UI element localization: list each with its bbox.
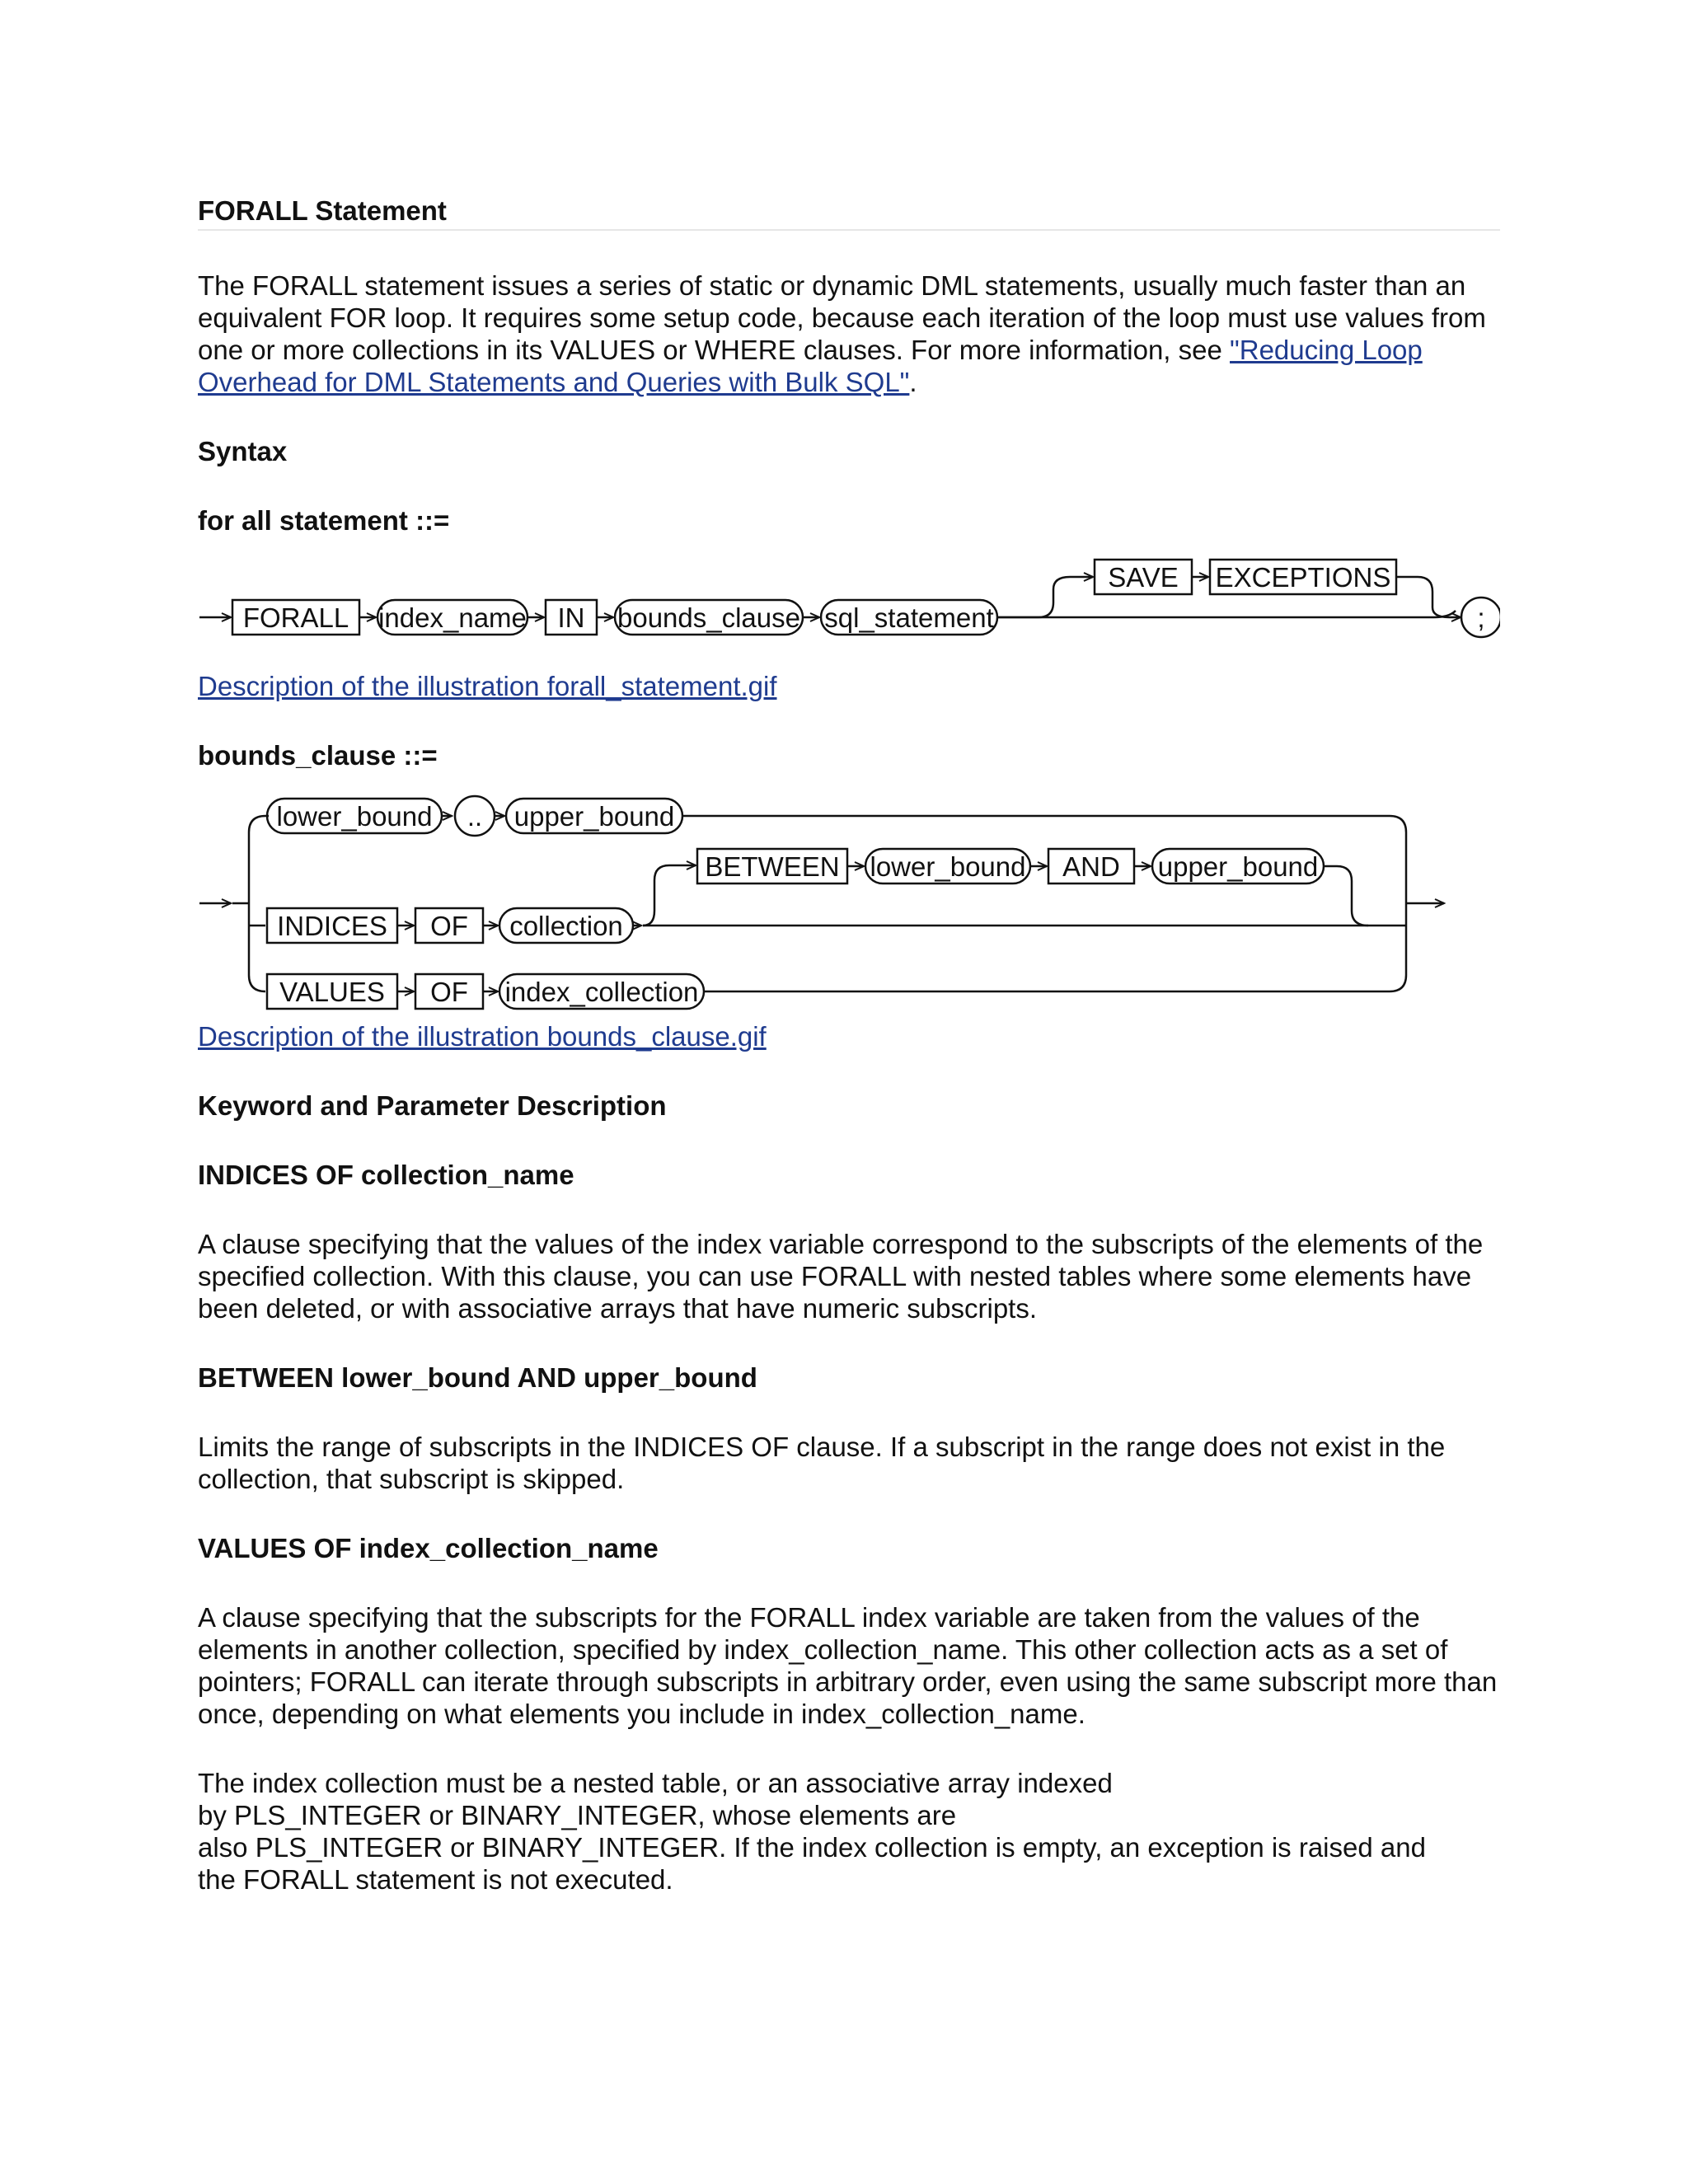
intro-tail: . [909,367,917,397]
forall-desc-paragraph [198,670,1500,702]
save-keyword: SAVE [1108,562,1179,593]
and-keyword: AND [1062,851,1120,882]
indices-paragraph: A clause specifying that the values of the index variable correspond to the subscripts of the elements of the specified collection. With this clause, you can use FORALL with nested tables where some elements have been deleted, or with associative arrays that have numeric subscripts. [198,1229,1484,1324]
sql-statement-label: sql_statement [824,602,994,633]
index-name-label: index_name [378,602,527,633]
index-collection-label: index_collection [504,977,699,1007]
values-heading: VALUES OF index_collection_name [198,1533,659,1563]
forall-syntax-diagram [198,555,1500,654]
document-page [198,194,1500,1896]
forall-illustration-link[interactable]: Description of the illustration forall_statement.gif [198,671,777,701]
row2-lower-bound-label: lower_bound [870,851,1026,882]
index-text-line-2: by PLS_INTEGER or BINARY_INTEGER, whose elements are [198,1800,957,1830]
intro-paragraph [198,269,1500,398]
intro-text: The FORALL statement issues a series of static or dynamic DML statements, usually much faster than an equivalent FOR loop. It requires some setup code, because each iteration of the loop must use values from one or more collections in its VALUES or WHERE clauses. For more information, see [198,270,1486,365]
kpd-heading: Keyword and Parameter Description [198,1090,667,1121]
syntax-heading: Syntax [198,436,288,466]
row2-upper-bound-label: upper_bound [1157,851,1319,882]
indices-keyword: INDICES [277,911,387,941]
index-collection-paragraph [198,1767,1500,1896]
row1-lower-bound-label: lower_bound [276,801,433,832]
collection-label: collection [509,911,623,941]
row1-upper-bound-label: upper_bound [513,801,675,832]
forall-rule-label: for all statement ::= [198,505,450,536]
bounds-clause-label: bounds_clause [617,602,801,633]
index-text-line-4: the FORALL statement is not executed. [198,1864,673,1895]
between-paragraph: Limits the range of subscripts in the INDICES OF clause. If a subscript in the range does not exist in the collection, that subscript is skipped. [198,1432,1446,1494]
values-paragraph: A clause specifying that the subscripts for the FORALL index variable are taken from the values of the elements in another collection, specified by index_collection_name. This other collection acts as a set of pointers; FORALL can iterate through subscripts in arbitrary order, even using the same subscript more than once, depending on what elements you include in index_collection_name. [198,1602,1498,1729]
in-keyword: IN [557,602,585,633]
semicolon-label: ; [1477,602,1485,633]
between-keyword: BETWEEN [705,851,840,882]
indices-heading: INDICES OF collection_name [198,1160,574,1190]
index-text-line-1: The index collection must be a nested table, or an associative array indexed [198,1768,1113,1798]
bounds-illustration-link[interactable]: Description of the illustration bounds_clause.gif [198,1021,767,1052]
of-keyword-2: OF [430,977,468,1007]
of-keyword: OF [430,911,468,941]
between-heading: BETWEEN lower_bound AND upper_bound [198,1362,757,1393]
bounds-clause-syntax-diagram [198,783,1500,1022]
index-text-line-3: also PLS_INTEGER or BINARY_INTEGER. If the index collection is empty, an exception is raised and [198,1832,1426,1863]
page-title: FORALL Statement [198,194,1500,231]
forall-keyword: FORALL [242,602,349,633]
exceptions-keyword: EXCEPTIONS [1215,562,1391,593]
values-keyword: VALUES [279,977,385,1007]
bounds-rule-label: bounds_clause ::= [198,740,438,771]
bulk-sql-link[interactable]: "Reducing Loop Overhead for DML Statements and Queries with Bulk SQL" [198,335,1423,397]
bounds-desc-paragraph [198,1020,1500,1052]
range-dots-label: .. [467,801,483,832]
